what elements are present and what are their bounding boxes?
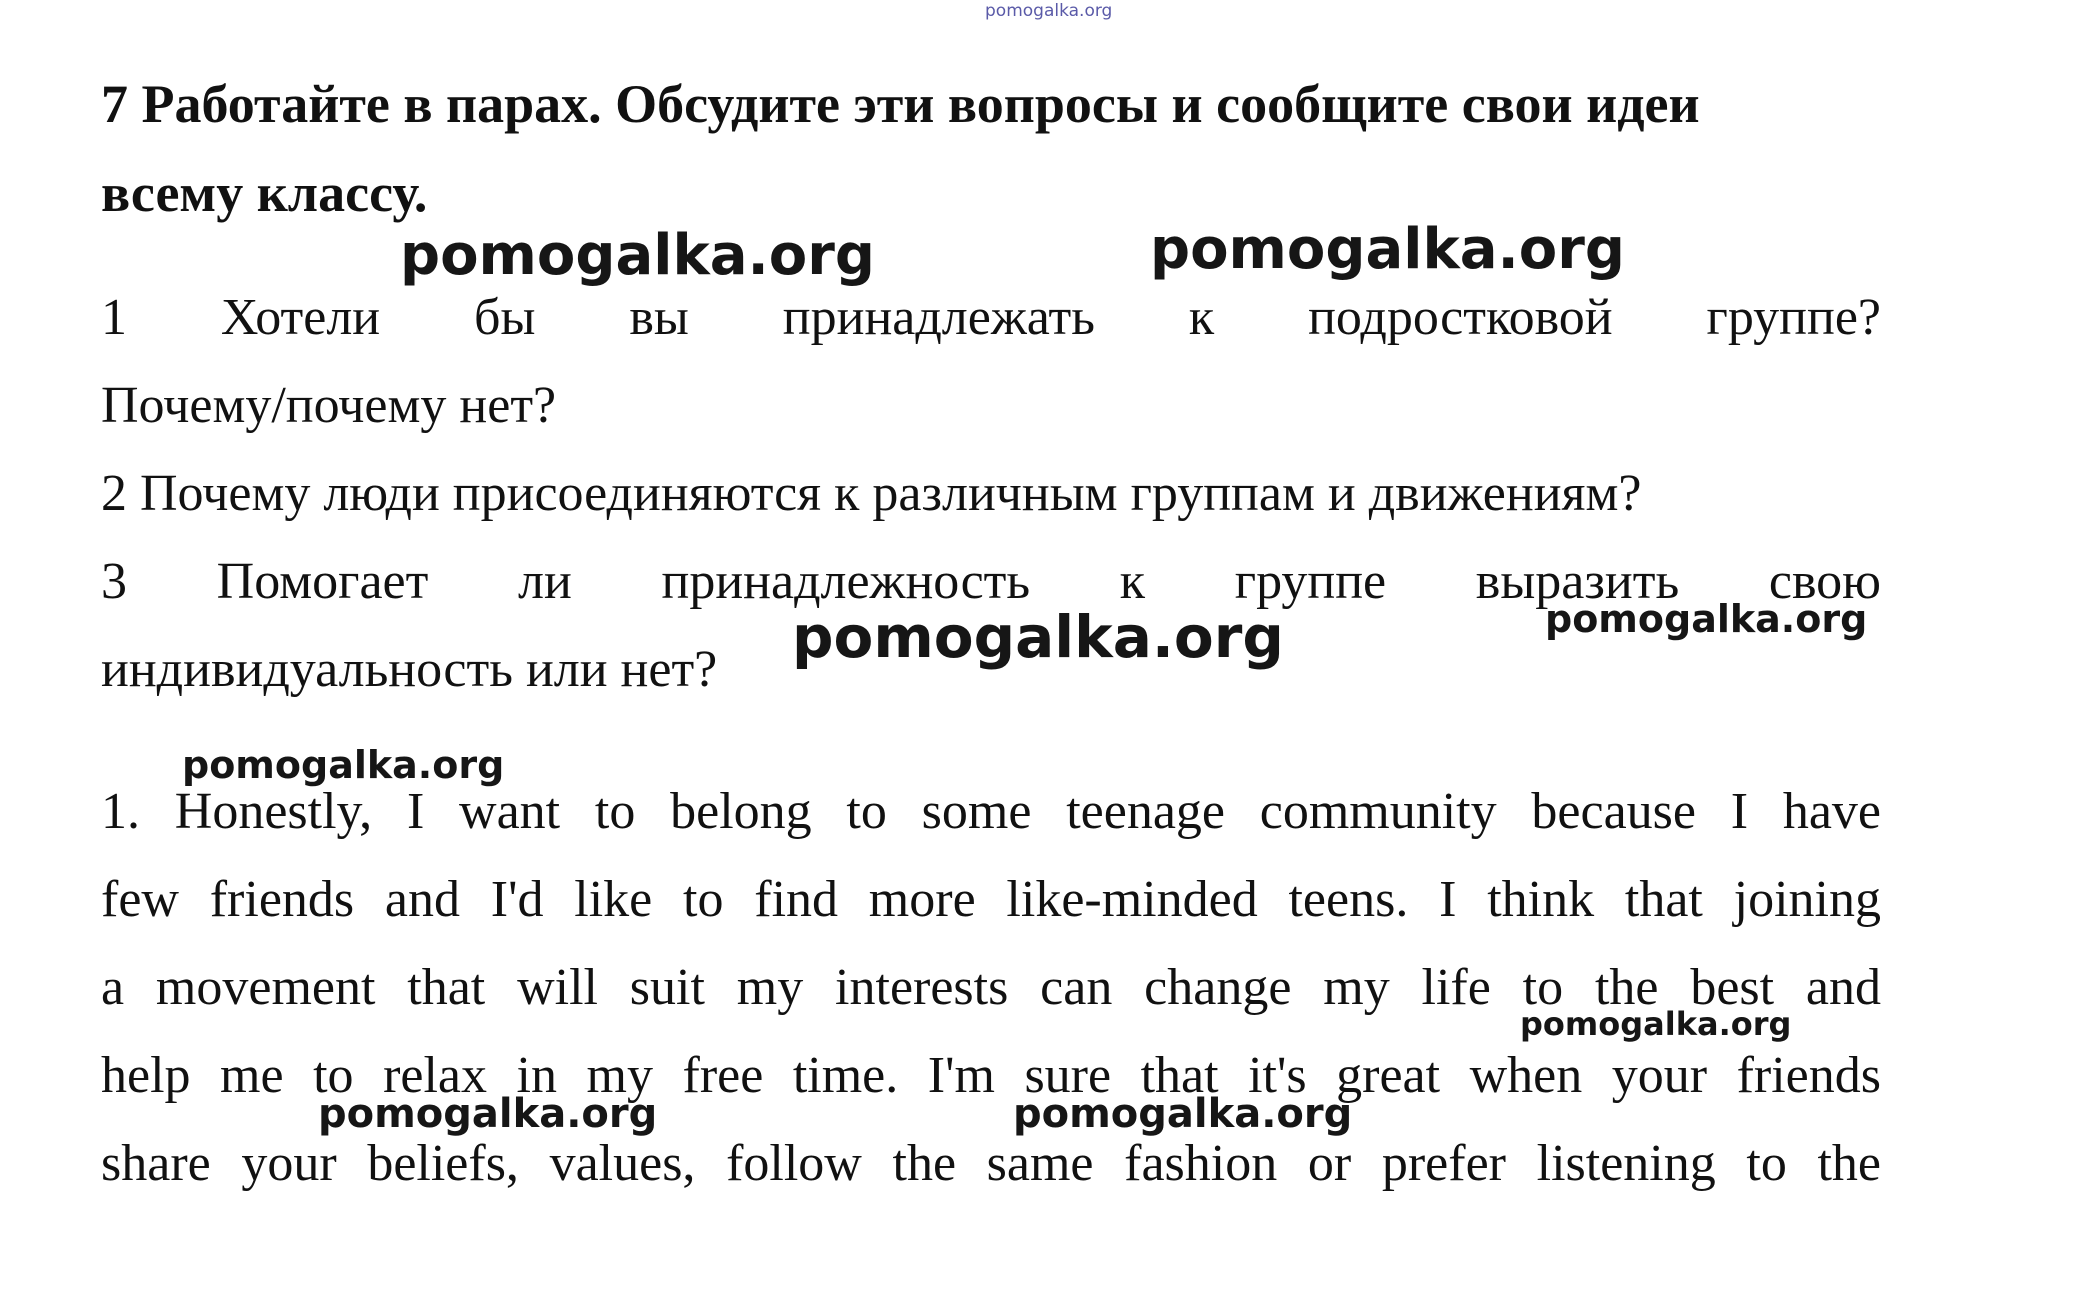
question-1-line-1: 1 Хотели бы вы принадлежать к подростковой группе? bbox=[101, 289, 1881, 346]
watermark-5: pomogalka.org bbox=[182, 743, 505, 787]
question-2-line-1: 2 Почему люди присоединяются к различным группам и движениям? bbox=[101, 465, 1642, 522]
question-3-line-1: 3 Помогает ли принадлежность к группе выразить свою bbox=[101, 553, 1881, 610]
answer-line-2: few friends and I'd like to find more like-minded teens. I think that joining bbox=[101, 871, 1881, 928]
question-1-line-2: Почему/почему нет? bbox=[101, 377, 557, 434]
watermark-6: pomogalka.org bbox=[1520, 1005, 1792, 1043]
watermark-7: pomogalka.org bbox=[318, 1091, 658, 1137]
answer-line-4: help me to relax in my free time. I'm sure that it's great when your friends bbox=[101, 1047, 1881, 1104]
watermark-2: pomogalka.org bbox=[1150, 217, 1625, 282]
question-3-line-2: индивидуальность или нет? bbox=[101, 641, 718, 698]
task-heading-line-2: всему классу. bbox=[101, 163, 428, 223]
watermark-top: pomogalka.org bbox=[985, 1, 1113, 21]
watermark-8: pomogalka.org bbox=[1013, 1091, 1353, 1137]
watermark-1: pomogalka.org bbox=[400, 223, 875, 288]
task-heading-line-1: 7 Работайте в парах. Обсудите эти вопросы и сообщите свои идеи bbox=[101, 74, 1700, 134]
answer-line-3: a movement that will suit my interests can change my life to the best and bbox=[101, 959, 1881, 1016]
answer-line-1: 1. Honestly, I want to belong to some teenage community because I have bbox=[101, 783, 1881, 840]
watermark-4: pomogalka.org bbox=[1545, 597, 1868, 641]
watermark-3: pomogalka.org bbox=[792, 603, 1284, 671]
answer-line-5: share your beliefs, values, follow the same fashion or prefer listening to the bbox=[101, 1135, 1881, 1192]
